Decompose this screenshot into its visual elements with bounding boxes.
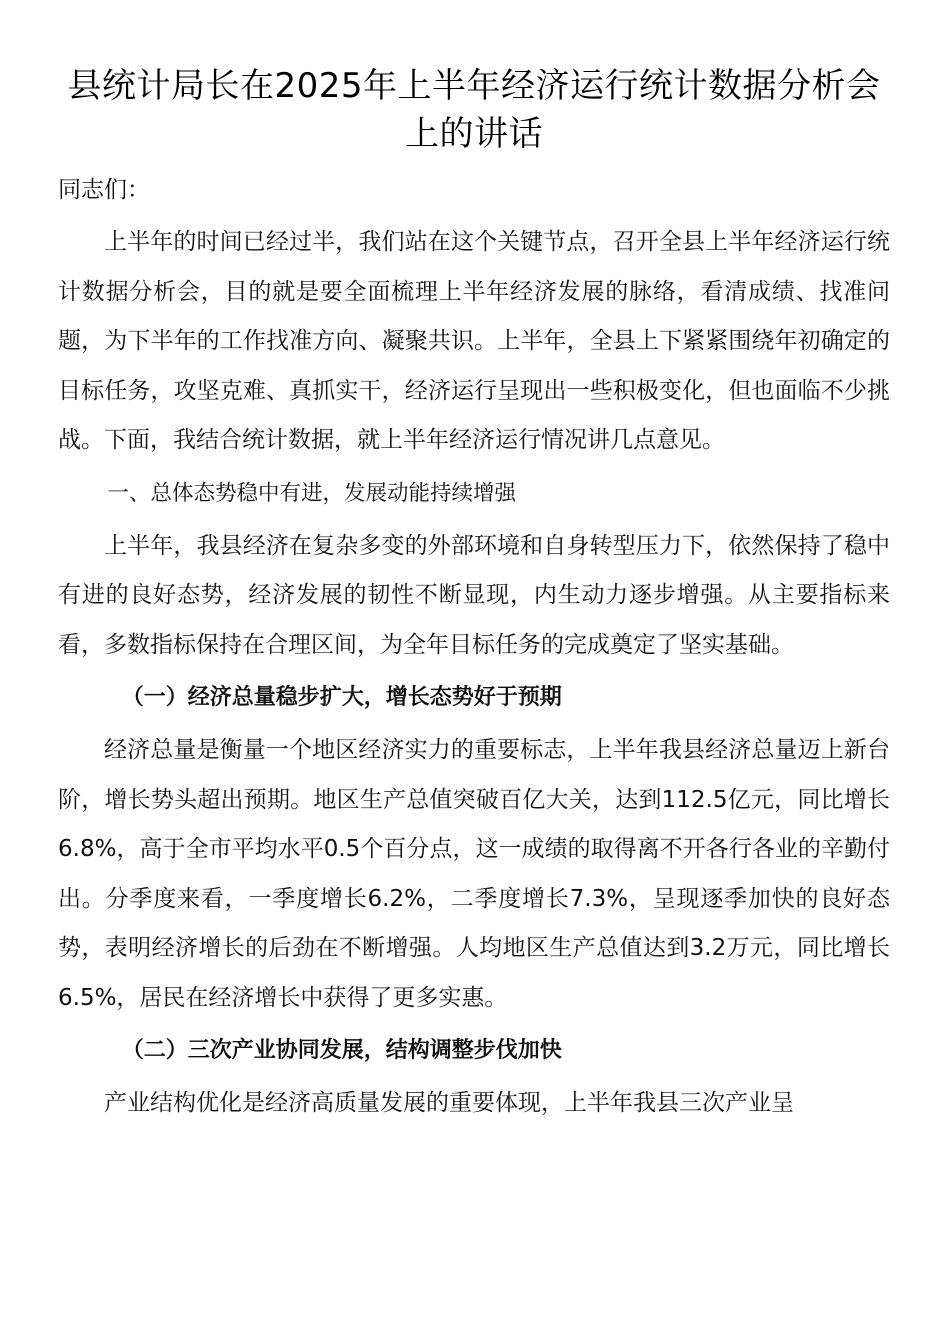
intro-paragraph: 上半年的时间已经过半，我们站在这个关键节点，召开全县上半年经济运行统计数据分析会，目的就是要全面梳理上半年经济发展的脉络，看清成绩、找准问题，为下半年的工作找准方向、凝聚共识。上半年，全县上下紧紧围绕年初确定的目标任务，攻坚克难、真抓实干，经济运行呈现出一些积极变化，但也面临不少挑战。下面，我结合统计数据，就上半年经济运行情况讲几点意见。 <box>58 229 890 453</box>
document-title: 县统计局长在2025年上半年经济运行统计数据分析会上的讲话 <box>67 66 881 154</box>
subsection-2-paragraph: 产业结构优化是经济高质量发展的重要体现，上半年我县三次产业呈 <box>104 1090 794 1116</box>
subsection-1-paragraph: 经济总量是衡量一个地区经济实力的重要标志，上半年我县经济总量迈上新台阶，增长势头超出预期。地区生产总值突破百亿大关，达到112.5亿元，同比增长6.8%，高于全市平均水平0.5个百分点，这一成绩的取得离不开各行各业的辛勤付出。分季度来看，一季度增长6.2%，二季度增长7.3%，呈现逐季加快的良好态势，表明经济增长的后劲在不断增强。人均地区生产总值达到3.2万元，同比增长6.5%，居民在经济增长中获得了更多实惠。 <box>58 737 890 1011</box>
salutation: 同志们： <box>58 177 150 203</box>
subsection-heading-2: （二）三次产业协同发展，结构调整步伐加快 <box>121 1038 562 1063</box>
subsection-heading-1: （一）经济总量稳步扩大，增长态势好于预期 <box>121 685 562 710</box>
document-page <box>58 62 890 1129</box>
section-heading-1: 一、总体态势稳中有进，发展动能持续增强 <box>107 480 516 506</box>
section-1-paragraph: 上半年，我县经济在复杂多变的外部环境和自身转型压力下，依然保持了稳中有进的良好态势，经济发展的韧性不断显现，内生动力逐步增强。从主要指标来看，多数指标保持在合理区间，为全年目标任务的完成奠定了坚实基础。 <box>58 532 890 658</box>
